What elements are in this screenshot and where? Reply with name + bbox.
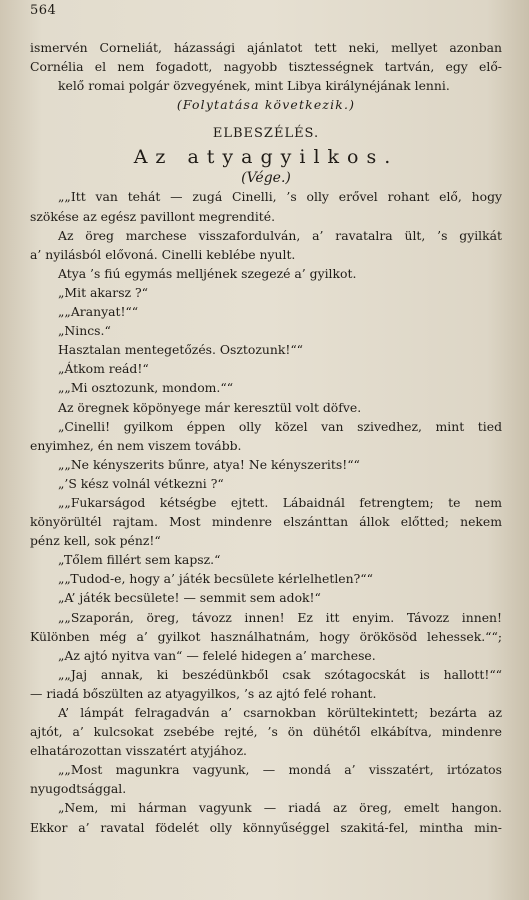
text-line: „„Ne kényszerits bűnre, atya! Ne kényszerits!““ — [58, 456, 360, 472]
text-line: „Nincs.“ — [58, 323, 111, 339]
text-line: Ekkor a’ ravatal födelét olly könnyűséggel szakitá-fel, mintha min- — [30, 819, 502, 835]
text-line: Különben még a’ gyilkot használhatnám, hogy örökösöd lehessek.““; — [30, 628, 502, 644]
story-title: Az atyagyilkos. — [133, 146, 399, 169]
text-line: Atya ’s fiú egymás melljének szegezé a’ gyilkot. — [58, 265, 357, 281]
text-line: „„Fukarságod kétségbe ejtett. Lábaidnál fetrengtem; te nem — [58, 494, 502, 510]
text-line: enyimhez, én nem viszem tovább. — [30, 437, 242, 453]
text-line: Az öregnek köpönyege már keresztül volt döfve. — [58, 399, 362, 415]
text-line: Hasztalan mentegetőzés. Osztozunk!““ — [58, 342, 304, 358]
text-line: ismervén Corneliát, házassági ajánlatot tett neki, mellyet azonban — [30, 40, 502, 55]
story-text — [30, 187, 502, 836]
text-line: „Mit akarsz ?“ — [58, 284, 148, 300]
text-line: „Cinelli! gyilkom éppen olly közel van szivedhez, mint tied — [58, 418, 502, 434]
text-line: „A’ játék becsülete! — semmit sem adok!“ — [58, 590, 321, 606]
paragraph-before — [30, 38, 502, 95]
section-heading: ELBESZÉLÉS. — [212, 126, 320, 142]
text-line: „„Aranyat!““ — [58, 304, 139, 320]
text-line: „„Mi osztozunk, mondom.““ — [58, 380, 234, 396]
text-line: elhatározottan visszatért atyjához. — [30, 743, 247, 759]
text-line: — riadá bőszülten az atyagyilkos, ’s az ajtó felé rohant. — [30, 685, 377, 701]
text-line: Az öreg marchese visszafordulván, a’ ravatalra ült, ’s gyilkát — [58, 227, 502, 243]
continuation-note: (Folytatása következik.) — [176, 97, 356, 113]
text-line: „Átkom reád!“ — [58, 361, 149, 377]
text-line: nyugodtsággal. — [30, 781, 127, 797]
end-note: (Vége.) — [241, 170, 291, 187]
text-line: Cornélia el nem fogadott, nagyobb tisztességnek tartván, egy elő- — [30, 59, 502, 75]
text-line: pénz kell, sok pénz!“ — [30, 533, 161, 549]
text-line: „Tőlem fillért sem kapsz.“ — [58, 552, 221, 568]
text-line: „Nem, mi hárman vagyunk — riadá az öreg, emelt hangon. — [58, 800, 502, 816]
text-line: ajtót, a’ kulcsokat zsebébe rejté, ’s ön dühétől elkábítva, mindenre — [30, 724, 502, 740]
text-line: „„Tudod-e, hogy a’ játék becsülete kérlelhetlen?““ — [58, 571, 373, 587]
text-line: „„Szaporán, öreg, távozz innen! Ez itt enyim. Távozz innen! — [58, 609, 502, 625]
text-line: könyörültél rajtam. Most mindenre elszánttan állok előtted; nekem — [30, 514, 502, 530]
page-number: 564 — [30, 3, 57, 18]
text-line: „„Jaj annak, ki beszédünkből csak szótagocskát is hallott!““ — [58, 666, 502, 682]
text-line: „Az ajtó nyitva van“ — felelé hidegen a’ marchese. — [58, 647, 376, 663]
text-line: „’S kész volnál vétkezni ?“ — [58, 475, 224, 491]
text-line: kelő romai polgár özvegyének, mint Libya királynéjának lenni. — [58, 78, 450, 94]
text-line: „„Itt van tehát — zugá Cinelli, ’s olly erővel rohant elő, hogy — [58, 189, 502, 205]
text-body — [30, 38, 502, 837]
text-line: „„Most magunkra vagyunk, — mondá a’ visszatért, irtózatos — [58, 762, 502, 778]
text-line: a’ nyilásból elővoná. Cinelli keblébe nyult. — [30, 246, 296, 262]
text-line: A’ lámpát felragadván a’ csarnokban körültekintett; bezárta az — [58, 705, 502, 720]
text-line: szökése az egész pavillont megrendité. — [30, 208, 276, 224]
